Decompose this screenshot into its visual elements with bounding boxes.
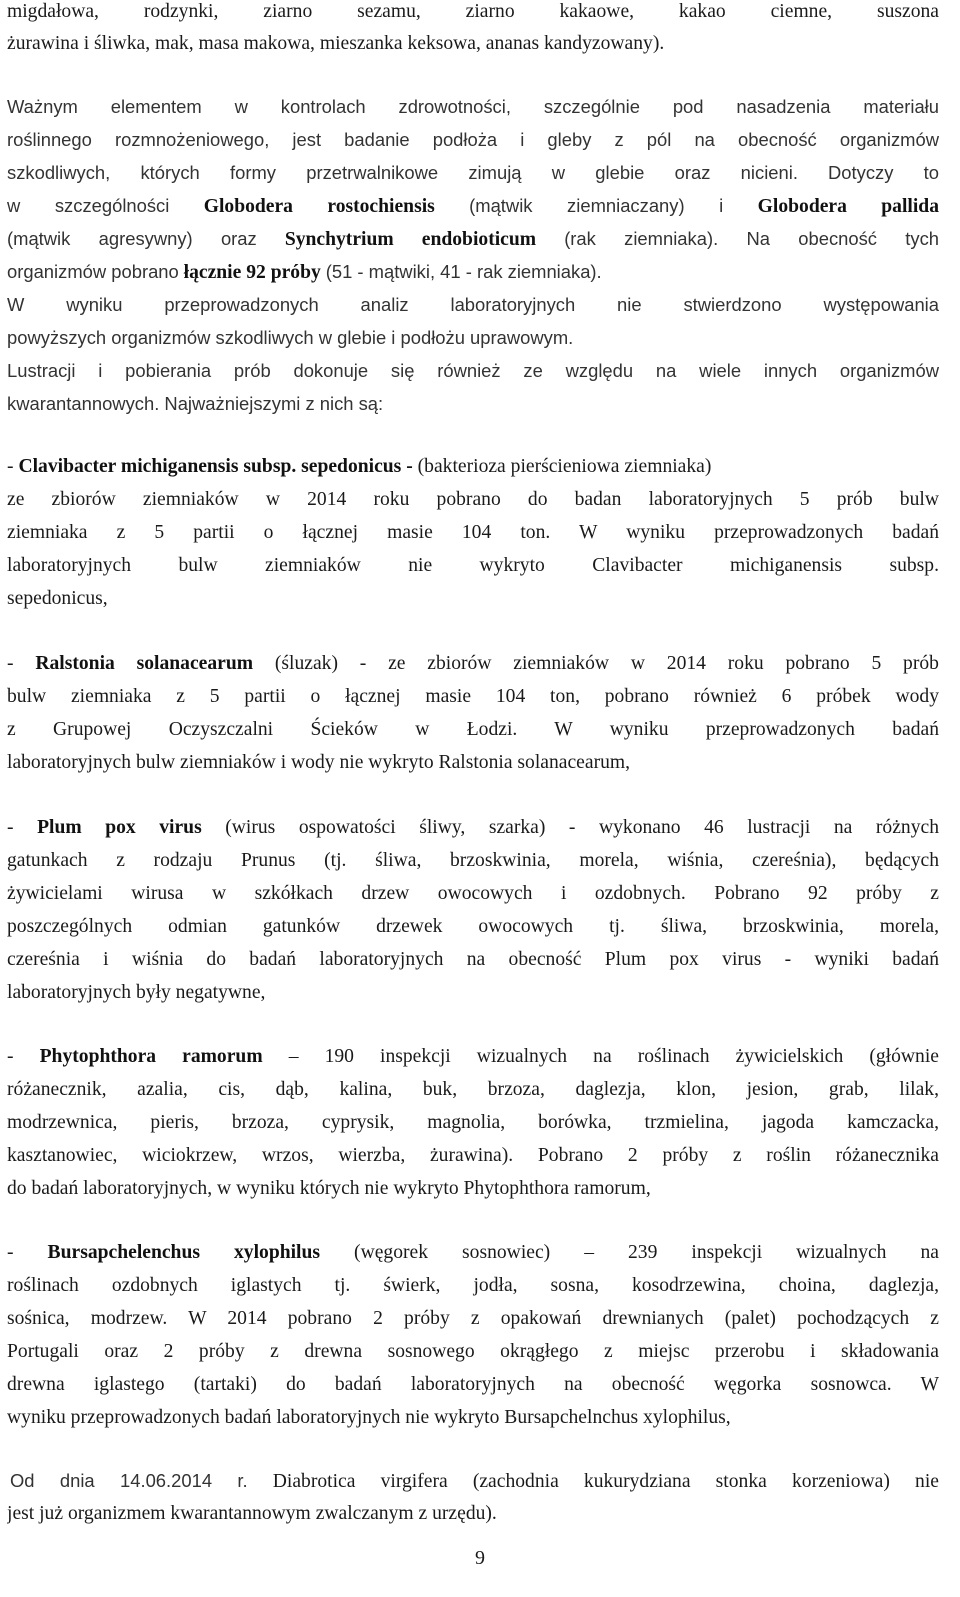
plum-line-2: gatunkach z rodzaju Prunus (tj. śliwa, brzoskwinia, morela, wiśnia, czereśnia), będących [7, 850, 939, 871]
species-globodera-rostochiensis: Globodera rostochiensis [203, 196, 435, 217]
intro-line-1: migdałowa, rodzynki, ziarno sezamu, ziarno kakaowe, kakao ciemne, suszona [7, 1, 939, 22]
phytophthora-line-5: do badań laboratoryjnych, w wyniku których nie wykryto Phytophthora ramorum, [7, 1178, 651, 1199]
bursaphelenchus-line-6: wyniku przeprowadzonych badań laboratoryjnych nie wykryto Bursapchelnchus xylophilus, [7, 1407, 731, 1428]
bursaphelenchus-line-4: Portugali oraz 2 próby z drewna sosnowego okrągłego z miejsc przerobu i składowania [7, 1341, 939, 1362]
ralstonia-line-1: - Ralstonia solanacearum (śluzak) - ze zbiorów ziemniaków w 2014 roku pobrano 5 prób [7, 653, 939, 674]
clavibacter-line-3: ziemniaka z 5 partii o łącznej masie 104 ton. W wyniku przeprowadzonych badań [7, 522, 939, 543]
species-clavibacter: Clavibacter michiganensis subsp. sepedonicus - [18, 456, 413, 477]
clavibacter-line-1: - Clavibacter michiganensis subsp. sepedonicus - (bakterioza pierścieniowa ziemniaka) [7, 456, 712, 477]
ralstonia-line-4: laboratoryjnych bulw ziemniaków i wody nie wykryto Ralstonia solanacearum, [7, 752, 631, 773]
soil-line-3: szkodliwych, których formy przetrwalnikowe zimują w glebie oraz nicieni. Dotyczy to [7, 162, 939, 183]
plum-line-5: czereśnia i wiśnia do badań laboratoryjnych na obecność Plum pox virus - wyniki badań [7, 949, 939, 970]
soil-line-6: organizmów pobrano łącznie 92 próby (51 - mątwiki, 41 - rak ziemniaka). [7, 261, 602, 283]
soil-line-7: W wyniku przeprowadzonych analiz laboratoryjnych nie stwierdzono występowania [7, 294, 939, 315]
clavibacter-line-2: ze zbiorów ziemniaków w 2014 roku pobrano do badan laboratoryjnych 5 prób bulw [7, 489, 939, 510]
species-plum-pox-virus: Plum pox virus [37, 817, 202, 838]
soil-line-1: Ważnym elementem w kontrolach zdrowotności, szczególnie pod nasadzenia materiału [7, 96, 939, 117]
soil-line-10: kwarantannowych. Najważniejszymi z nich są: [7, 393, 384, 414]
soil-line-2: roślinnego rozmnożeniowego, jest badanie podłoża i gleby z pól na obecność organizmów [7, 129, 939, 150]
plum-line-3: żywicielami wirusa w szkółkach drzew owocowych i ozdobnych. Pobrano 92 próby z [7, 883, 939, 904]
species-phytophthora: Phytophthora ramorum [39, 1046, 263, 1067]
bursaphelenchus-line-1: - Bursapchelenchus xylophilus (węgorek sosnowiec) – 239 inspekcji wizualnych na [7, 1242, 939, 1263]
soil-line-8: powyższych organizmów szkodliwych w glebie i podłożu uprawowym. [7, 327, 574, 348]
plum-line-6: laboratoryjnych były negatywne, [7, 982, 266, 1003]
clavibacter-line-4: laboratoryjnych bulw ziemniaków nie wykryto Clavibacter michiganensis subsp. [7, 555, 939, 576]
phytophthora-line-4: kasztanowiec, wiciokrzew, wrzos, wierzba, żurawina). Pobrano 2 próby z roślin różanecznika [7, 1145, 939, 1166]
species-globodera-pallida: Globodera pallida [757, 196, 939, 217]
sample-count: łącznie 92 próby [183, 262, 321, 283]
soil-line-9: Lustracji i pobierania prób dokonuje się również ze względu na wiele innych organizmów [7, 360, 939, 381]
species-ralstonia: Ralstonia solanacearum [35, 653, 254, 674]
species-synchytrium: Synchytrium endobioticum [284, 229, 537, 250]
ralstonia-line-3: z Grupowej Oczyszczalni Ścieków w Łodzi. W wyniku przeprowadzonych badań [7, 719, 939, 740]
phytophthora-line-3: modrzewnica, pieris, brzoza, cyprysik, magnolia, borówka, trzmielina, jagoda kamczacka, [7, 1112, 939, 1133]
bursaphelenchus-line-5: drewna iglastego (tartaki) do badań laboratoryjnych na obecność węgorka sosnowca. W [7, 1374, 939, 1395]
diabrotica-line-1: Od dnia 14.06.2014 r. Diabrotica virgifera (zachodnia kukurydziana stonka korzeniowa) nie [10, 1470, 939, 1492]
diabrotica-line-2: jest już organizmem kwarantannowym zwalczanym z urzędu). [7, 1503, 497, 1524]
plum-line-4: poszczególnych odmian gatunków drzewek owocowych tj. śliwa, brzoskwinia, morela, [7, 916, 939, 937]
page-number: 9 [475, 1547, 485, 1569]
soil-line-4: w szczególności Globodera rostochiensis (mątwik ziemniaczany) i Globodera pallida [7, 195, 939, 217]
clavibacter-line-5: sepedonicus, [7, 588, 108, 609]
bursaphelenchus-line-2: roślinach ozdobnych iglastych tj. świerk, jodła, sosna, kosodrzewina, choina, daglezja, [7, 1275, 939, 1296]
bursaphelenchus-line-3: sośnica, modrzew. W 2014 pobrano 2 próby z opakowań drewnianych (palet) pochodzących z [7, 1308, 939, 1329]
plum-line-1: - Plum pox virus (wirus ospowatości śliwy, szarka) - wykonano 46 lustracji na różnych [7, 817, 939, 838]
species-bursaphelenchus: Bursapchelenchus xylophilus [47, 1242, 321, 1263]
intro-line-2: żurawina i śliwka, mak, masa makowa, mieszanka keksowa, ananas kandyzowany). [7, 33, 665, 54]
phytophthora-line-1: - Phytophthora ramorum – 190 inspekcji wizualnych na roślinach żywicielskich (głównie [7, 1046, 939, 1067]
ralstonia-line-2: bulw ziemniaka z 5 partii o łącznej masie 104 ton, pobrano również 6 próbek wody [7, 686, 939, 707]
phytophthora-line-2: różanecznik, azalia, cis, dąb, kalina, buk, brzoza, daglezja, klon, jesion, grab, lilak, [7, 1079, 939, 1100]
soil-line-5: (mątwik agresywny) oraz Synchytrium endobioticum (rak ziemniaka). Na obecność tych [7, 228, 939, 250]
